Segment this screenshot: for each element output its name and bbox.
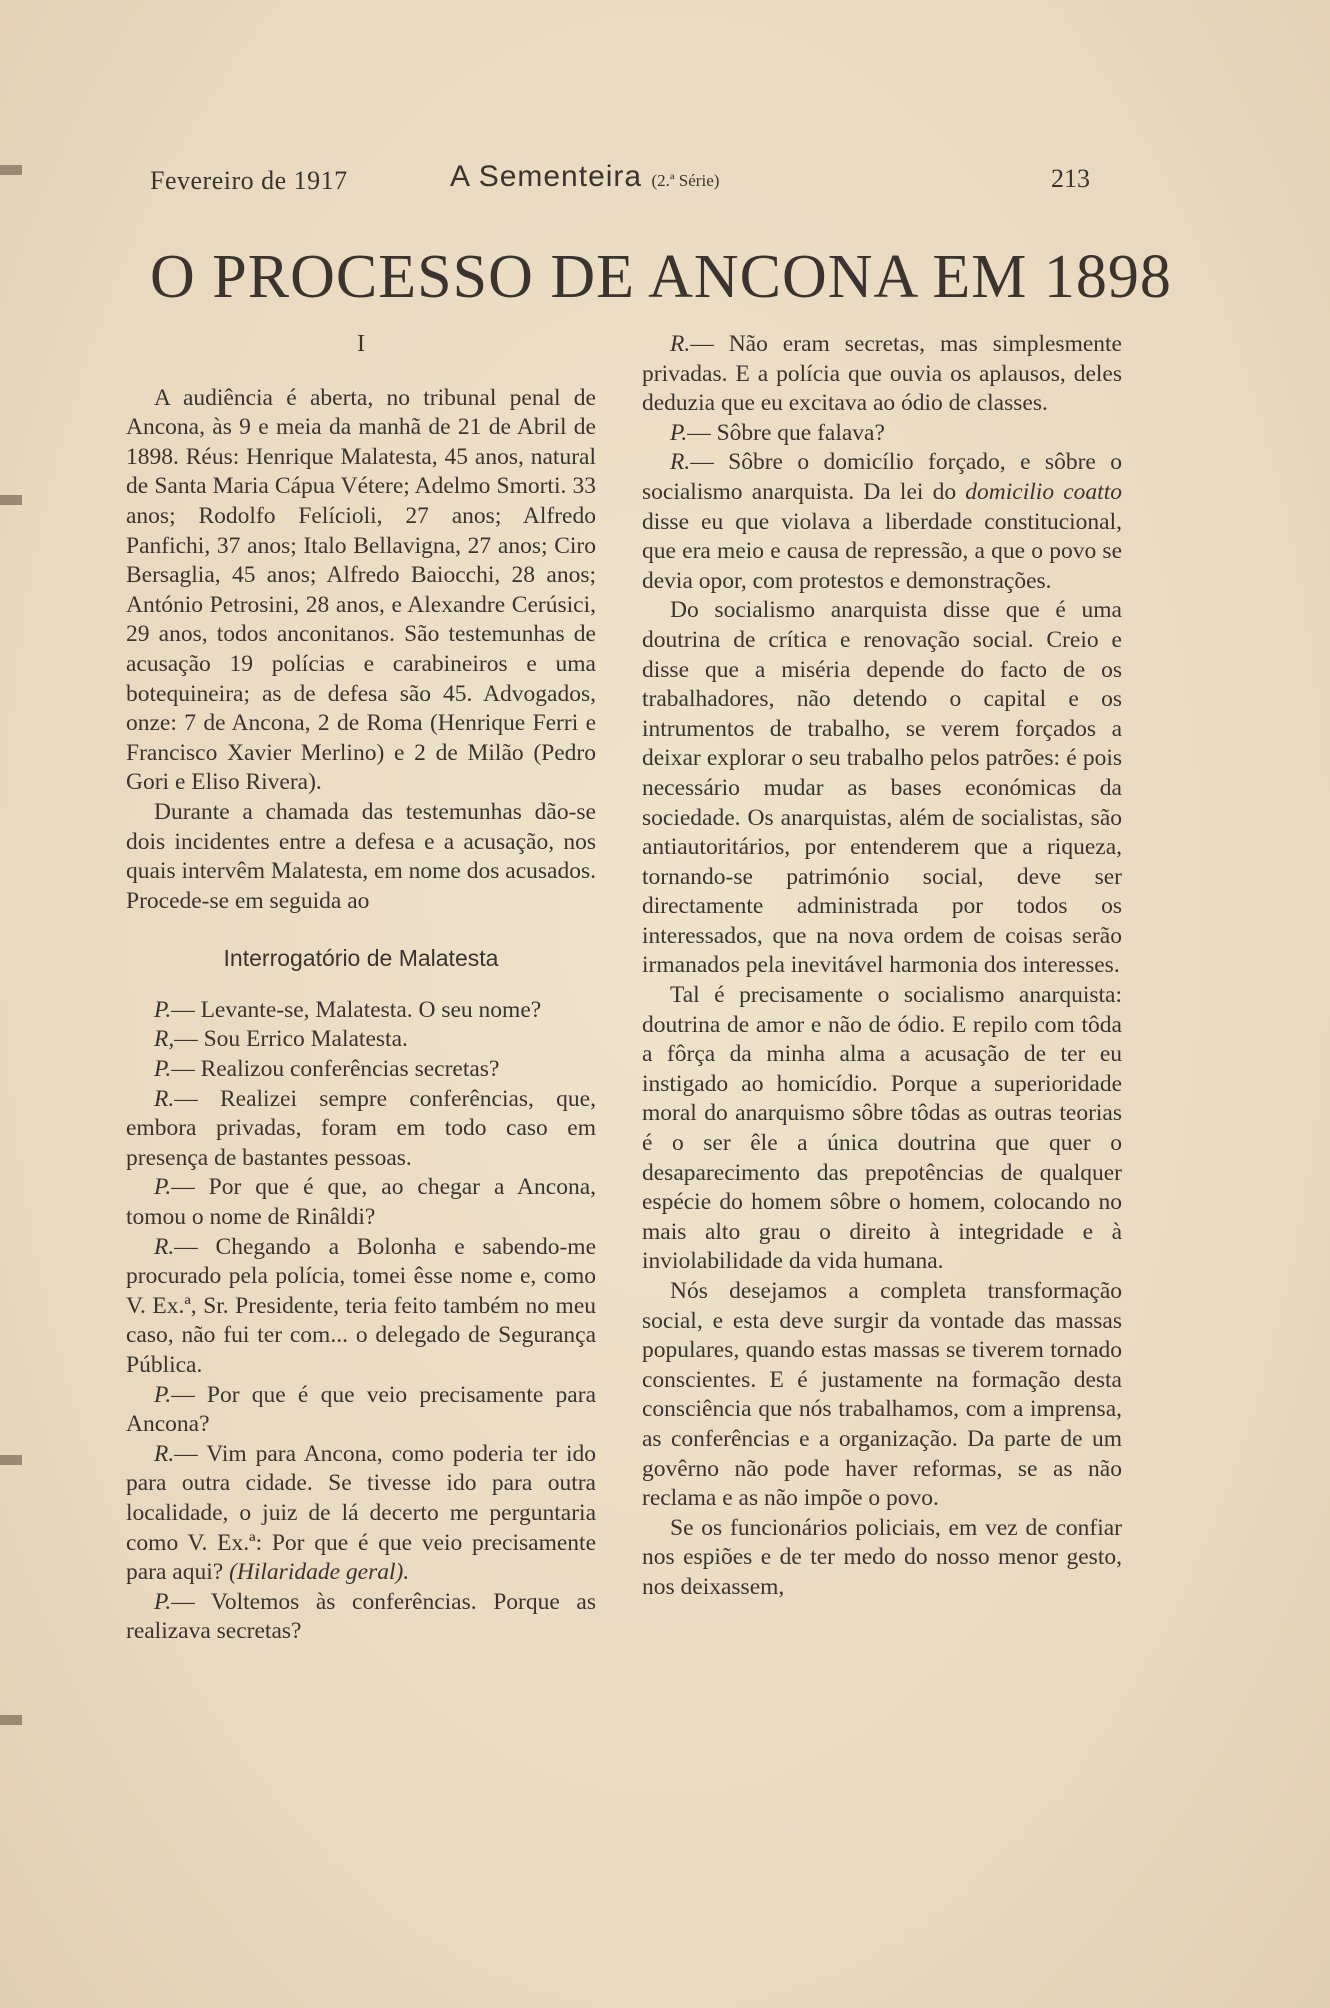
dialogue-text: — Voltemos às conferências. Porque as realizava secretas? bbox=[126, 1588, 596, 1645]
dialogue-text: disse eu que violava a liberdade constitucional, que era meio e causa de repressão, a que o povo se devia opor, com protestos e demonstrações. bbox=[642, 508, 1122, 594]
dialogue-line bbox=[126, 1085, 596, 1174]
dialogue-text: — Vim para Ancona, como poderia ter ido para outra cidade. Se tivesse ido para outra localidade, o juiz de lá decerto me perguntaria como V. Ex.ª: Por que é que veio precisamente para aqui? bbox=[126, 1440, 596, 1586]
dialogue-text: — Sôbre que falava? bbox=[687, 419, 885, 446]
speaker-label: R, bbox=[154, 1026, 175, 1053]
dialogue-line bbox=[126, 1025, 596, 1055]
dialogue-line bbox=[642, 330, 1122, 419]
dialogue-line bbox=[126, 1440, 596, 1588]
speaker-label: P. bbox=[670, 419, 688, 446]
paragraph: Tal é precisamente o socialismo anarquista: doutrina de amor e não de ódio. E repilo com tôda a fôrça da minha alma a acusação de ter eu instigado ao homicídio. Porque a superioridade moral do anarquismo sôbre tôdas as outras teorias é o ser êle a única doutrina que quer o desaparecimento das prepotências de qualquer espécie do homem sôbre o homem, colocando no mais alto grau o direito à integridade e à inviolabilidade da vida humana. bbox=[642, 982, 1122, 1275]
speaker-label: R. bbox=[670, 331, 691, 357]
dialogue-line bbox=[126, 996, 596, 1026]
dialogue-text: — Chegando a Bolonha e sabendo-me procurado pela polícia, tomei êsse nome e, como V. Ex.ª, Sr. Presidente, teria feito também no meu caso, não fui ter com... o delegado de Segurança Pública. bbox=[126, 1233, 596, 1378]
dialogue-text: — Sou Errico Malatesta. bbox=[174, 1026, 408, 1053]
speaker-label: R. bbox=[154, 1440, 175, 1467]
article-title: O PROCESSO DE ANCONA EM 1898 bbox=[150, 243, 1172, 311]
right-column bbox=[642, 330, 1122, 1603]
dialogue-text: — Sôbre o domicílio forçado, e sôbre o socialismo anarquista. Da lei do bbox=[642, 449, 1122, 505]
speaker-label: P. bbox=[154, 1174, 172, 1201]
header-date: Fevereiro de 1917 bbox=[150, 166, 348, 195]
paragraph: Se os funcionários policiais, em vez de confiar nos espiões e de ter medo do nosso menor gesto, nos deixassem, bbox=[642, 1514, 1122, 1600]
speaker-label: P. bbox=[154, 996, 172, 1023]
left-column bbox=[126, 330, 596, 1647]
italic-aside: (Hilaridade geral). bbox=[229, 1559, 410, 1586]
dialogue-text: — Por que é que, ao chegar a Ancona, tomou o nome de Rinâldi? bbox=[126, 1174, 596, 1231]
speaker-label: R. bbox=[154, 1233, 175, 1260]
paragraph: Durante a chamada das testemunhas dão-se dois incidentes entre a defesa e a acusação, nos quais intervêm Malatesta, em nome dos acusados. Procede-se em seguida ao bbox=[126, 798, 596, 914]
paragraph: A audiência é aberta, no tribunal penal de Ancona, às 9 e meia da manhã de 21 de Abril de 1898. Réus: Henrique Malatesta, 45 anos, natural de Santa Maria Cápua Vétere; Adelmo Smorti. 33 anos; Rodolfo Felícioli, 27 anos; Alfredo Panfichi, 37 anos; Italo Bellavigna, 27 anos; Ciro Bersaglia, 45 anos; Alfredo Baiocchi, 28 anos; António Petrosini, 28 anos, e Alexandre Cerúsici, 29 anos, todos anconitanos. São testemunhas de acusação 19 polícias e carabineiros e uma botequineira; as de defesa são 45. Advogados, onze: 7 de Ancona, 2 de Roma (Henrique Ferri e Francisco Xavier Merlino) e 2 de Milão (Pedro Gori e Eliso Rivera). bbox=[126, 384, 596, 796]
edge-mark bbox=[0, 1455, 22, 1465]
italic-term: domicilio coatto bbox=[965, 478, 1122, 505]
speaker-label: P. bbox=[154, 1588, 172, 1615]
dialogue-text: — Realizei sempre conferências, que, embora privadas, foram em todo caso em presença de bastantes pessoas. bbox=[126, 1085, 596, 1171]
dialogue-text: — Não eram secretas, mas simplesmente privadas. E a polícia que ouvia os aplausos, deles deduzia que eu excitava ao ódio de classes. bbox=[642, 331, 1122, 417]
paragraph: Do socialismo anarquista disse que é uma doutrina de crítica e renovação social. Creio e disse que a miséria depende do facto de os trabalhadores, não detendo o capital e os intrumentos de trabalho, se verem forçados a deixar explorar o seu trabalho pelos patrões: é pois necessário mudar as bases económicas da sociedade. Os anarquistas, além de socialistas, são antiautoritários, por entenderem que a riqueza, tornando-se património social, deve ser directamente administrada por todos os interessados, que na nova ordem de coisas serão irmanados pela inevitável harmonia dos interesses. bbox=[642, 597, 1122, 979]
dialogue-text: — Por que é que veio precisamente para Ancona? bbox=[126, 1381, 596, 1438]
speaker-label: R. bbox=[154, 1085, 175, 1112]
speaker-label: R. bbox=[670, 449, 691, 476]
dialogue-line bbox=[126, 1381, 596, 1440]
section-subtitle: Interrogatório de Malatesta bbox=[223, 945, 499, 972]
dialogue-line bbox=[126, 1233, 596, 1381]
header-journal bbox=[450, 160, 719, 194]
edge-mark bbox=[0, 165, 22, 175]
journal-name: A Sementeira bbox=[450, 160, 643, 193]
dialogue-text: — Levante-se, Malatesta. O seu nome? bbox=[171, 996, 542, 1023]
dialogue-line bbox=[126, 1588, 596, 1647]
running-header bbox=[150, 160, 1090, 200]
dialogue-line bbox=[642, 419, 1122, 449]
edge-mark bbox=[0, 495, 22, 505]
dialogue-line bbox=[642, 448, 1122, 596]
dialogue-text: — Realizou conferências secretas? bbox=[171, 1056, 500, 1083]
section-number: I bbox=[357, 331, 365, 357]
paragraph: Nós desejamos a completa transformação social, e esta deve surgir da vontade das massas populares, quando estas massas se tiverem tornado conscientes. E é justamente na formação desta consciência que nós trabalhamos, com a imprensa, as conferências e a organização. Da parte de um govêrno não pode haver reformas, se as não reclama e as não impõe o povo. bbox=[642, 1278, 1122, 1512]
edge-mark bbox=[0, 1715, 22, 1725]
journal-series: (2.ª Série) bbox=[651, 171, 720, 190]
speaker-label: P. bbox=[154, 1056, 172, 1083]
speaker-label: P. bbox=[154, 1381, 172, 1408]
dialogue-line bbox=[126, 1173, 596, 1232]
dialogue-line bbox=[126, 1055, 596, 1085]
page-number: 213 bbox=[1051, 164, 1090, 193]
